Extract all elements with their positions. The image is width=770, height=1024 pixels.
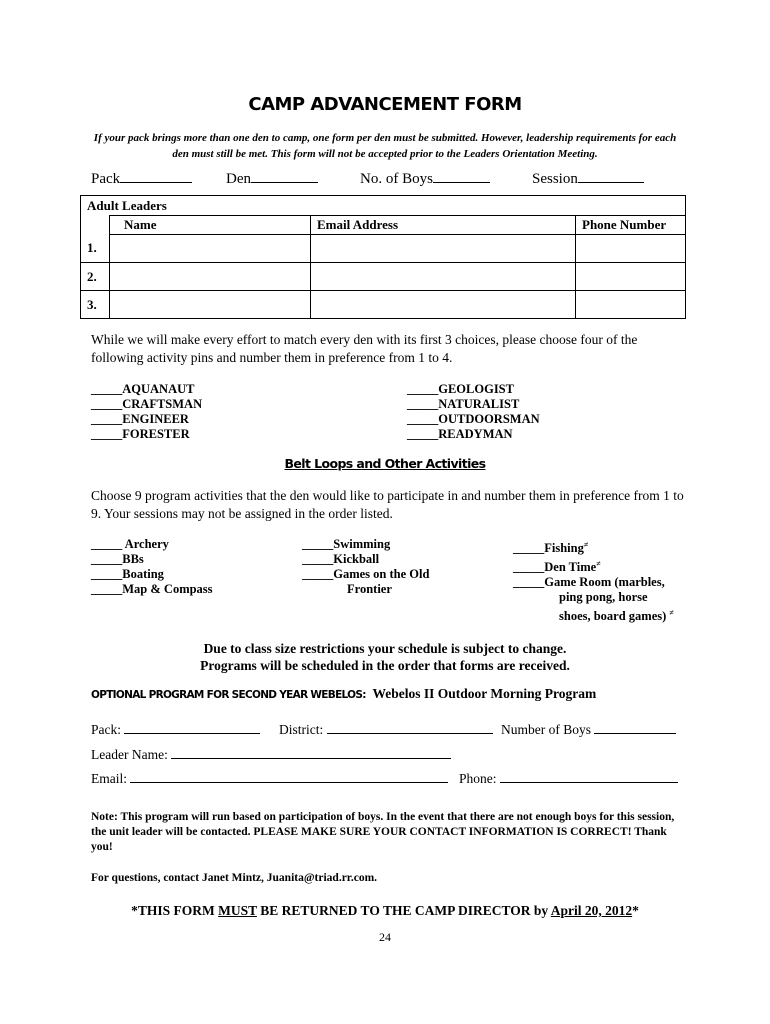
row-number: 3. <box>81 291 110 319</box>
opt-district-label: District: <box>279 722 324 737</box>
opt-boys-label: Number of Boys <box>501 722 591 737</box>
table-row <box>81 235 686 263</box>
form-title: CAMP ADVANCEMENT FORM <box>248 94 522 115</box>
footnote-mark: ≠ <box>669 608 674 618</box>
opt-district-field <box>279 721 493 738</box>
adult-leaders-table <box>80 195 686 319</box>
leaders-table-title: Adult Leaders <box>81 196 686 216</box>
leader-name-cell[interactable] <box>110 291 311 319</box>
return-must: MUST <box>218 903 257 918</box>
footnote-mark: ≠ <box>596 559 601 569</box>
activity-den-time-label: _____Den Time <box>513 560 597 575</box>
return-suffix: * <box>632 903 639 918</box>
pin-option-naturalist[interactable]: _____NATURALIST <box>407 397 520 411</box>
pins-right-list <box>407 382 540 442</box>
return-prefix: *THIS FORM <box>131 903 219 918</box>
pack-blank[interactable] <box>120 170 192 183</box>
activity-kickball[interactable]: _____Kickball <box>302 552 380 566</box>
page-number: 24 <box>379 930 391 944</box>
leader-name-cell[interactable] <box>110 263 311 291</box>
opt-pack-field <box>91 721 260 738</box>
return-middle: BE RETURNED TO THE CAMP DIRECTOR by <box>256 903 551 918</box>
activity-fishing[interactable] <box>513 537 674 556</box>
opt-email-field <box>91 770 448 787</box>
den-label: Den <box>226 171 251 187</box>
opt-pack-label: Pack: <box>91 722 121 737</box>
activity-map-compass[interactable]: _____Map & Compass <box>91 582 213 596</box>
activity-den-time[interactable] <box>513 556 674 575</box>
optional-program-label: OPTIONAL PROGRAM FOR SECOND YEAR WEBELOS: <box>91 689 366 701</box>
boys-field <box>360 170 490 188</box>
pin-option-forester[interactable]: _____FORESTER <box>91 427 190 441</box>
col-name-header: Name <box>110 216 311 235</box>
leader-phone-cell[interactable] <box>576 291 686 319</box>
leader-email-cell[interactable] <box>311 263 576 291</box>
activity-game-room[interactable]: _____Game Room (marbles, <box>513 575 665 590</box>
schedule-notice <box>0 640 770 674</box>
activity-archery[interactable]: _____ Archery <box>91 537 169 551</box>
opt-boys-blank[interactable] <box>594 721 676 734</box>
opt-phone-label: Phone: <box>459 771 497 786</box>
opt-boys-field <box>501 721 676 738</box>
leader-name-cell[interactable] <box>110 235 311 263</box>
table-row <box>81 291 686 319</box>
leader-phone-cell[interactable] <box>576 263 686 291</box>
opt-pack-blank[interactable] <box>124 721 260 734</box>
activity-games-old-frontier-cont: Frontier <box>347 582 392 596</box>
pack-field <box>91 170 192 188</box>
activity-bbs[interactable]: _____BBs <box>91 552 144 566</box>
opt-leader-field <box>91 746 451 763</box>
activity-games-old-frontier[interactable]: _____Games on the Old <box>302 567 430 581</box>
note-text: Note: This program will run based on participation of boys. In the event that there are not enough boys for this session, the unit leader will be contacted. PLEASE MAKE SURE YOUR CONTACT INFORMATION IS CORRECT! Thank you! <box>91 811 675 853</box>
opt-leader-blank[interactable] <box>171 746 451 759</box>
activities-col-3 <box>513 537 674 624</box>
boys-label: No. of Boys <box>360 171 433 187</box>
activity-game-room-cont-1: ping pong, horse <box>559 590 648 605</box>
pins-left-list <box>91 382 202 442</box>
opt-leader-label: Leader Name: <box>91 747 168 762</box>
opt-district-blank[interactable] <box>327 721 493 734</box>
schedule-notice-line-1: Due to class size restrictions your schedule is subject to change. <box>203 641 567 656</box>
leader-phone-cell[interactable] <box>576 235 686 263</box>
optional-program-name: Webelos II Outdoor Morning Program <box>372 686 597 701</box>
belt-loops-heading: Belt Loops and Other Activities <box>284 456 486 471</box>
optional-program <box>91 686 596 702</box>
pin-option-aquanaut[interactable]: _____AQUANAUT <box>91 382 195 396</box>
session-blank[interactable] <box>578 170 644 183</box>
contact-text: For questions, contact Janet Mintz, Juanita@triad.rr.com. <box>91 872 378 884</box>
session-label: Session <box>532 171 578 187</box>
row-number: 1. <box>81 235 110 263</box>
pin-option-readyman[interactable]: _____READYMAN <box>407 427 513 441</box>
opt-email-label: Email: <box>91 771 127 786</box>
activities-col-2 <box>302 537 429 597</box>
opt-phone-blank[interactable] <box>500 770 678 783</box>
activity-game-room-cont-2-label: shoes, board games) <box>559 609 667 624</box>
activity-boating[interactable]: _____Boating <box>91 567 164 581</box>
pack-label: Pack <box>91 171 121 187</box>
activities-col-1 <box>91 537 213 597</box>
footnote-mark: ≠ <box>583 540 589 549</box>
schedule-notice-line-2: Programs will be scheduled in the order that forms are received. <box>200 658 570 673</box>
pin-option-craftsman[interactable]: _____CRAFTSMAN <box>91 397 203 411</box>
den-field <box>226 170 318 188</box>
opt-phone-field <box>459 770 678 787</box>
return-date: April 20, 2012 <box>550 903 633 918</box>
session-field <box>532 170 644 188</box>
intro-text: If your pack brings more than one den to camp, one form per den must be submitted. However, leadership requirements for each den must still be met. This form will not be accepted prior to the Leaders Orientation Meeting. <box>93 132 677 160</box>
return-notice <box>0 903 770 919</box>
opt-email-blank[interactable] <box>130 770 448 783</box>
leader-email-cell[interactable] <box>311 291 576 319</box>
pin-option-outdoorsman[interactable]: _____OUTDOORSMAN <box>407 412 540 426</box>
boys-blank[interactable] <box>433 170 490 183</box>
row-number: 2. <box>81 263 110 291</box>
col-phone-header: Phone Number <box>576 216 686 235</box>
belt-instructions: Choose 9 program activities that the den would like to participate in and number them in preference from 1 to 9. Your sessions may not be assigned in the order listed. <box>91 488 684 521</box>
pin-option-geologist[interactable]: _____GEOLOGIST <box>407 382 514 396</box>
activity-swimming[interactable]: _____Swimming <box>302 537 391 551</box>
den-blank[interactable] <box>251 170 318 183</box>
leader-email-cell[interactable] <box>311 235 576 263</box>
pins-instructions: While we will make every effort to match every den with its first 3 choices, please choose four of the following activity pins and number them in preference from 1 to 4. <box>91 332 638 365</box>
table-row <box>81 263 686 291</box>
pin-option-engineer[interactable]: _____ENGINEER <box>91 412 189 426</box>
activity-game-room-cont-2 <box>513 605 674 624</box>
activity-fishing-label: _____Fishing <box>513 541 584 556</box>
col-email-header: Email Address <box>311 216 576 235</box>
